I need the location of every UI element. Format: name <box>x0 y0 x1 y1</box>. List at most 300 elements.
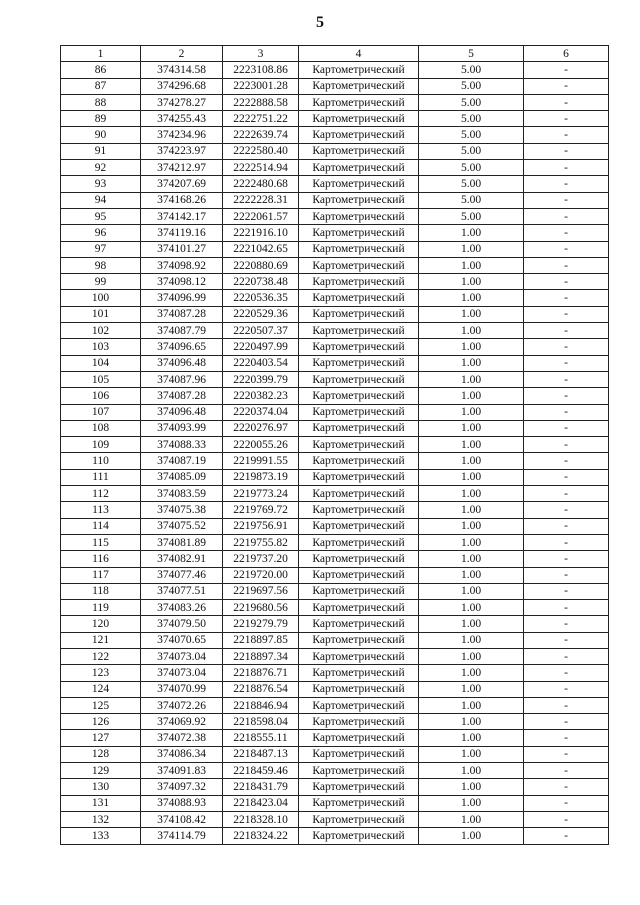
y-coordinate-cell: 2218846.94 <box>223 697 299 713</box>
note-cell: - <box>524 404 609 420</box>
point-number-cell: 130 <box>61 779 141 795</box>
point-number-cell: 100 <box>61 290 141 306</box>
y-coordinate-cell: 2218876.71 <box>223 665 299 681</box>
x-coordinate-cell: 374087.79 <box>141 323 223 339</box>
x-coordinate-cell: 374101.27 <box>141 241 223 257</box>
y-coordinate-cell: 2218555.11 <box>223 730 299 746</box>
method-cell: Картометрический <box>299 648 419 664</box>
x-coordinate-cell: 374168.26 <box>141 192 223 208</box>
table-row <box>61 257 609 273</box>
method-cell: Картометрический <box>299 339 419 355</box>
x-coordinate-cell: 374255.43 <box>141 111 223 127</box>
method-cell: Картометрический <box>299 241 419 257</box>
x-coordinate-cell: 374079.50 <box>141 616 223 632</box>
accuracy-cell: 1.00 <box>419 730 524 746</box>
table-row <box>61 779 609 795</box>
point-number-cell: 131 <box>61 795 141 811</box>
y-coordinate-cell: 2220374.04 <box>223 404 299 420</box>
table-body <box>61 62 609 844</box>
method-cell: Картометрический <box>299 143 419 159</box>
note-cell: - <box>524 681 609 697</box>
note-cell: - <box>524 241 609 257</box>
x-coordinate-cell: 374278.27 <box>141 94 223 110</box>
note-cell: - <box>524 665 609 681</box>
method-cell: Картометрический <box>299 697 419 713</box>
method-cell: Картометрический <box>299 111 419 127</box>
table-row <box>61 371 609 387</box>
method-cell: Картометрический <box>299 78 419 94</box>
y-coordinate-cell: 2222514.94 <box>223 160 299 176</box>
method-cell: Картометрический <box>299 306 419 322</box>
point-number-cell: 122 <box>61 648 141 664</box>
note-cell: - <box>524 714 609 730</box>
y-coordinate-cell: 2220403.54 <box>223 355 299 371</box>
note-cell: - <box>524 78 609 94</box>
point-number-cell: 88 <box>61 94 141 110</box>
y-coordinate-cell: 2220507.37 <box>223 323 299 339</box>
note-cell: - <box>524 746 609 762</box>
point-number-cell: 99 <box>61 274 141 290</box>
point-number-cell: 121 <box>61 632 141 648</box>
y-coordinate-cell: 2219755.82 <box>223 534 299 550</box>
method-cell: Картометрический <box>299 502 419 518</box>
method-cell: Картометрический <box>299 632 419 648</box>
point-number-cell: 103 <box>61 339 141 355</box>
x-coordinate-cell: 374234.96 <box>141 127 223 143</box>
note-cell: - <box>524 192 609 208</box>
y-coordinate-cell: 2223108.86 <box>223 62 299 78</box>
method-cell: Картометрический <box>299 534 419 550</box>
method-cell: Картометрический <box>299 551 419 567</box>
table-row <box>61 600 609 616</box>
point-number-cell: 94 <box>61 192 141 208</box>
y-coordinate-cell: 2223001.28 <box>223 78 299 94</box>
method-cell: Картометрический <box>299 127 419 143</box>
accuracy-cell: 1.00 <box>419 453 524 469</box>
point-number-cell: 110 <box>61 453 141 469</box>
x-coordinate-cell: 374114.79 <box>141 828 223 844</box>
table-row <box>61 583 609 599</box>
table-row <box>61 469 609 485</box>
y-coordinate-cell: 2219737.20 <box>223 551 299 567</box>
method-cell: Картометрический <box>299 779 419 795</box>
table-row <box>61 192 609 208</box>
coordinates-table <box>60 45 609 845</box>
y-coordinate-cell: 2218487.13 <box>223 746 299 762</box>
x-coordinate-cell: 374085.09 <box>141 469 223 485</box>
method-cell: Картометрический <box>299 469 419 485</box>
table-row <box>61 811 609 827</box>
y-coordinate-cell: 2220497.99 <box>223 339 299 355</box>
accuracy-cell: 1.00 <box>419 437 524 453</box>
accuracy-cell: 1.00 <box>419 811 524 827</box>
note-cell: - <box>524 62 609 78</box>
y-coordinate-cell: 2219756.91 <box>223 518 299 534</box>
note-cell: - <box>524 828 609 844</box>
x-coordinate-cell: 374087.28 <box>141 306 223 322</box>
y-coordinate-cell: 2218876.54 <box>223 681 299 697</box>
table-row <box>61 567 609 583</box>
point-number-cell: 129 <box>61 763 141 779</box>
note-cell: - <box>524 225 609 241</box>
table-row <box>61 828 609 844</box>
table-row <box>61 697 609 713</box>
x-coordinate-cell: 374081.89 <box>141 534 223 550</box>
x-coordinate-cell: 374077.51 <box>141 583 223 599</box>
accuracy-cell: 1.00 <box>419 534 524 550</box>
table-row <box>61 274 609 290</box>
column-header: 4 <box>299 46 419 62</box>
method-cell: Картометрический <box>299 176 419 192</box>
point-number-cell: 104 <box>61 355 141 371</box>
y-coordinate-cell: 2220399.79 <box>223 371 299 387</box>
method-cell: Картометрический <box>299 486 419 502</box>
note-cell: - <box>524 111 609 127</box>
accuracy-cell: 1.00 <box>419 257 524 273</box>
x-coordinate-cell: 374096.65 <box>141 339 223 355</box>
table-row <box>61 632 609 648</box>
x-coordinate-cell: 374296.68 <box>141 78 223 94</box>
y-coordinate-cell: 2222751.22 <box>223 111 299 127</box>
method-cell: Картометрический <box>299 437 419 453</box>
y-coordinate-cell: 2220536.35 <box>223 290 299 306</box>
y-coordinate-cell: 2219773.24 <box>223 486 299 502</box>
accuracy-cell: 1.00 <box>419 486 524 502</box>
accuracy-cell: 1.00 <box>419 746 524 762</box>
point-number-cell: 109 <box>61 437 141 453</box>
accuracy-cell: 1.00 <box>419 306 524 322</box>
x-coordinate-cell: 374077.46 <box>141 567 223 583</box>
note-cell: - <box>524 127 609 143</box>
x-coordinate-cell: 374091.83 <box>141 763 223 779</box>
method-cell: Картометрический <box>299 746 419 762</box>
accuracy-cell: 5.00 <box>419 192 524 208</box>
method-cell: Картометрический <box>299 811 419 827</box>
table-row <box>61 290 609 306</box>
point-number-cell: 98 <box>61 257 141 273</box>
note-cell: - <box>524 94 609 110</box>
point-number-cell: 93 <box>61 176 141 192</box>
accuracy-cell: 5.00 <box>419 208 524 224</box>
accuracy-cell: 1.00 <box>419 632 524 648</box>
method-cell: Картометрический <box>299 681 419 697</box>
note-cell: - <box>524 274 609 290</box>
point-number-cell: 91 <box>61 143 141 159</box>
table-row <box>61 127 609 143</box>
table-row <box>61 551 609 567</box>
table-row <box>61 616 609 632</box>
y-coordinate-cell: 2220738.48 <box>223 274 299 290</box>
point-number-cell: 86 <box>61 62 141 78</box>
accuracy-cell: 1.00 <box>419 518 524 534</box>
note-cell: - <box>524 632 609 648</box>
note-cell: - <box>524 208 609 224</box>
x-coordinate-cell: 374087.19 <box>141 453 223 469</box>
accuracy-cell: 1.00 <box>419 697 524 713</box>
note-cell: - <box>524 779 609 795</box>
point-number-cell: 112 <box>61 486 141 502</box>
note-cell: - <box>524 811 609 827</box>
accuracy-cell: 5.00 <box>419 111 524 127</box>
x-coordinate-cell: 374207.69 <box>141 176 223 192</box>
point-number-cell: 92 <box>61 160 141 176</box>
table-row <box>61 453 609 469</box>
table-row <box>61 746 609 762</box>
point-number-cell: 126 <box>61 714 141 730</box>
table-row <box>61 714 609 730</box>
accuracy-cell: 1.00 <box>419 665 524 681</box>
table-row <box>61 355 609 371</box>
point-number-cell: 90 <box>61 127 141 143</box>
method-cell: Картометрический <box>299 714 419 730</box>
note-cell: - <box>524 763 609 779</box>
accuracy-cell: 1.00 <box>419 420 524 436</box>
y-coordinate-cell: 2219697.56 <box>223 583 299 599</box>
y-coordinate-cell: 2220529.36 <box>223 306 299 322</box>
note-cell: - <box>524 257 609 273</box>
x-coordinate-cell: 374083.26 <box>141 600 223 616</box>
point-number-cell: 113 <box>61 502 141 518</box>
point-number-cell: 97 <box>61 241 141 257</box>
point-number-cell: 87 <box>61 78 141 94</box>
y-coordinate-cell: 2219769.72 <box>223 502 299 518</box>
y-coordinate-cell: 2222480.68 <box>223 176 299 192</box>
point-number-cell: 133 <box>61 828 141 844</box>
table-row <box>61 339 609 355</box>
accuracy-cell: 1.00 <box>419 648 524 664</box>
page-number: 5 <box>316 14 324 31</box>
accuracy-cell: 1.00 <box>419 469 524 485</box>
method-cell: Картометрический <box>299 192 419 208</box>
x-coordinate-cell: 374086.34 <box>141 746 223 762</box>
y-coordinate-cell: 2218897.85 <box>223 632 299 648</box>
accuracy-cell: 5.00 <box>419 143 524 159</box>
method-cell: Картометрический <box>299 94 419 110</box>
column-header: 1 <box>61 46 141 62</box>
accuracy-cell: 1.00 <box>419 828 524 844</box>
y-coordinate-cell: 2221916.10 <box>223 225 299 241</box>
accuracy-cell: 1.00 <box>419 583 524 599</box>
accuracy-cell: 5.00 <box>419 160 524 176</box>
y-coordinate-cell: 2220382.23 <box>223 388 299 404</box>
method-cell: Картометрический <box>299 600 419 616</box>
accuracy-cell: 1.00 <box>419 388 524 404</box>
note-cell: - <box>524 502 609 518</box>
method-cell: Картометрический <box>299 453 419 469</box>
x-coordinate-cell: 374314.58 <box>141 62 223 78</box>
accuracy-cell: 1.00 <box>419 404 524 420</box>
x-coordinate-cell: 374087.96 <box>141 371 223 387</box>
x-coordinate-cell: 374083.59 <box>141 486 223 502</box>
table-row <box>61 160 609 176</box>
y-coordinate-cell: 2218431.79 <box>223 779 299 795</box>
note-cell: - <box>524 486 609 502</box>
y-coordinate-cell: 2222888.58 <box>223 94 299 110</box>
note-cell: - <box>524 420 609 436</box>
point-number-cell: 101 <box>61 306 141 322</box>
y-coordinate-cell: 2220880.69 <box>223 257 299 273</box>
table-row <box>61 437 609 453</box>
accuracy-cell: 1.00 <box>419 290 524 306</box>
method-cell: Картометрический <box>299 730 419 746</box>
note-cell: - <box>524 600 609 616</box>
method-cell: Картометрический <box>299 616 419 632</box>
x-coordinate-cell: 374075.52 <box>141 518 223 534</box>
y-coordinate-cell: 2221042.65 <box>223 241 299 257</box>
y-coordinate-cell: 2222061.57 <box>223 208 299 224</box>
x-coordinate-cell: 374073.04 <box>141 648 223 664</box>
table-row <box>61 648 609 664</box>
method-cell: Картометрический <box>299 355 419 371</box>
x-coordinate-cell: 374223.97 <box>141 143 223 159</box>
accuracy-cell: 1.00 <box>419 681 524 697</box>
table-row <box>61 94 609 110</box>
x-coordinate-cell: 374096.99 <box>141 290 223 306</box>
accuracy-cell: 1.00 <box>419 323 524 339</box>
x-coordinate-cell: 374070.65 <box>141 632 223 648</box>
note-cell: - <box>524 437 609 453</box>
x-coordinate-cell: 374082.91 <box>141 551 223 567</box>
x-coordinate-cell: 374142.17 <box>141 208 223 224</box>
table-row <box>61 420 609 436</box>
point-number-cell: 96 <box>61 225 141 241</box>
x-coordinate-cell: 374098.12 <box>141 274 223 290</box>
point-number-cell: 89 <box>61 111 141 127</box>
y-coordinate-cell: 2218598.04 <box>223 714 299 730</box>
point-number-cell: 111 <box>61 469 141 485</box>
note-cell: - <box>524 730 609 746</box>
table-row <box>61 78 609 94</box>
method-cell: Картометрический <box>299 225 419 241</box>
note-cell: - <box>524 534 609 550</box>
y-coordinate-cell: 2218423.04 <box>223 795 299 811</box>
accuracy-cell: 1.00 <box>419 795 524 811</box>
note-cell: - <box>524 648 609 664</box>
accuracy-cell: 1.00 <box>419 551 524 567</box>
column-header: 2 <box>141 46 223 62</box>
x-coordinate-cell: 374093.99 <box>141 420 223 436</box>
accuracy-cell: 1.00 <box>419 600 524 616</box>
method-cell: Картометрический <box>299 583 419 599</box>
table-row <box>61 208 609 224</box>
note-cell: - <box>524 469 609 485</box>
column-header: 3 <box>223 46 299 62</box>
y-coordinate-cell: 2222639.74 <box>223 127 299 143</box>
x-coordinate-cell: 374075.38 <box>141 502 223 518</box>
point-number-cell: 125 <box>61 697 141 713</box>
accuracy-cell: 1.00 <box>419 339 524 355</box>
y-coordinate-cell: 2219991.55 <box>223 453 299 469</box>
y-coordinate-cell: 2220055.26 <box>223 437 299 453</box>
table-row <box>61 404 609 420</box>
table-row <box>61 665 609 681</box>
point-number-cell: 102 <box>61 323 141 339</box>
x-coordinate-cell: 374069.92 <box>141 714 223 730</box>
note-cell: - <box>524 323 609 339</box>
accuracy-cell: 1.00 <box>419 225 524 241</box>
table-row <box>61 388 609 404</box>
table-row <box>61 143 609 159</box>
note-cell: - <box>524 143 609 159</box>
note-cell: - <box>524 697 609 713</box>
table-row <box>61 795 609 811</box>
table-row <box>61 502 609 518</box>
x-coordinate-cell: 374097.32 <box>141 779 223 795</box>
table-row <box>61 534 609 550</box>
column-header: 5 <box>419 46 524 62</box>
point-number-cell: 117 <box>61 567 141 583</box>
point-number-cell: 107 <box>61 404 141 420</box>
table-header-row <box>61 46 609 62</box>
point-number-cell: 123 <box>61 665 141 681</box>
point-number-cell: 127 <box>61 730 141 746</box>
accuracy-cell: 1.00 <box>419 779 524 795</box>
method-cell: Картометрический <box>299 62 419 78</box>
column-header: 6 <box>524 46 609 62</box>
point-number-cell: 105 <box>61 371 141 387</box>
table-row <box>61 225 609 241</box>
y-coordinate-cell: 2219720.00 <box>223 567 299 583</box>
note-cell: - <box>524 355 609 371</box>
note-cell: - <box>524 567 609 583</box>
table-row <box>61 62 609 78</box>
x-coordinate-cell: 374108.42 <box>141 811 223 827</box>
point-number-cell: 132 <box>61 811 141 827</box>
method-cell: Картометрический <box>299 323 419 339</box>
accuracy-cell: 1.00 <box>419 241 524 257</box>
y-coordinate-cell: 2218897.34 <box>223 648 299 664</box>
note-cell: - <box>524 453 609 469</box>
note-cell: - <box>524 339 609 355</box>
accuracy-cell: 1.00 <box>419 274 524 290</box>
table-row <box>61 241 609 257</box>
note-cell: - <box>524 388 609 404</box>
table-row <box>61 486 609 502</box>
method-cell: Картометрический <box>299 567 419 583</box>
x-coordinate-cell: 374119.16 <box>141 225 223 241</box>
point-number-cell: 120 <box>61 616 141 632</box>
table-row <box>61 730 609 746</box>
accuracy-cell: 1.00 <box>419 355 524 371</box>
note-cell: - <box>524 551 609 567</box>
point-number-cell: 118 <box>61 583 141 599</box>
point-number-cell: 119 <box>61 600 141 616</box>
y-coordinate-cell: 2219680.56 <box>223 600 299 616</box>
point-number-cell: 128 <box>61 746 141 762</box>
point-number-cell: 106 <box>61 388 141 404</box>
y-coordinate-cell: 2219873.19 <box>223 469 299 485</box>
point-number-cell: 95 <box>61 208 141 224</box>
note-cell: - <box>524 616 609 632</box>
x-coordinate-cell: 374098.92 <box>141 257 223 273</box>
table-row <box>61 763 609 779</box>
accuracy-cell: 1.00 <box>419 502 524 518</box>
table-row <box>61 306 609 322</box>
x-coordinate-cell: 374096.48 <box>141 355 223 371</box>
point-number-cell: 114 <box>61 518 141 534</box>
note-cell: - <box>524 160 609 176</box>
note-cell: - <box>524 176 609 192</box>
x-coordinate-cell: 374088.33 <box>141 437 223 453</box>
y-coordinate-cell: 2220276.97 <box>223 420 299 436</box>
method-cell: Картометрический <box>299 420 419 436</box>
y-coordinate-cell: 2218328.10 <box>223 811 299 827</box>
accuracy-cell: 1.00 <box>419 763 524 779</box>
method-cell: Картометрический <box>299 274 419 290</box>
method-cell: Картометрический <box>299 665 419 681</box>
y-coordinate-cell: 2222580.40 <box>223 143 299 159</box>
note-cell: - <box>524 795 609 811</box>
